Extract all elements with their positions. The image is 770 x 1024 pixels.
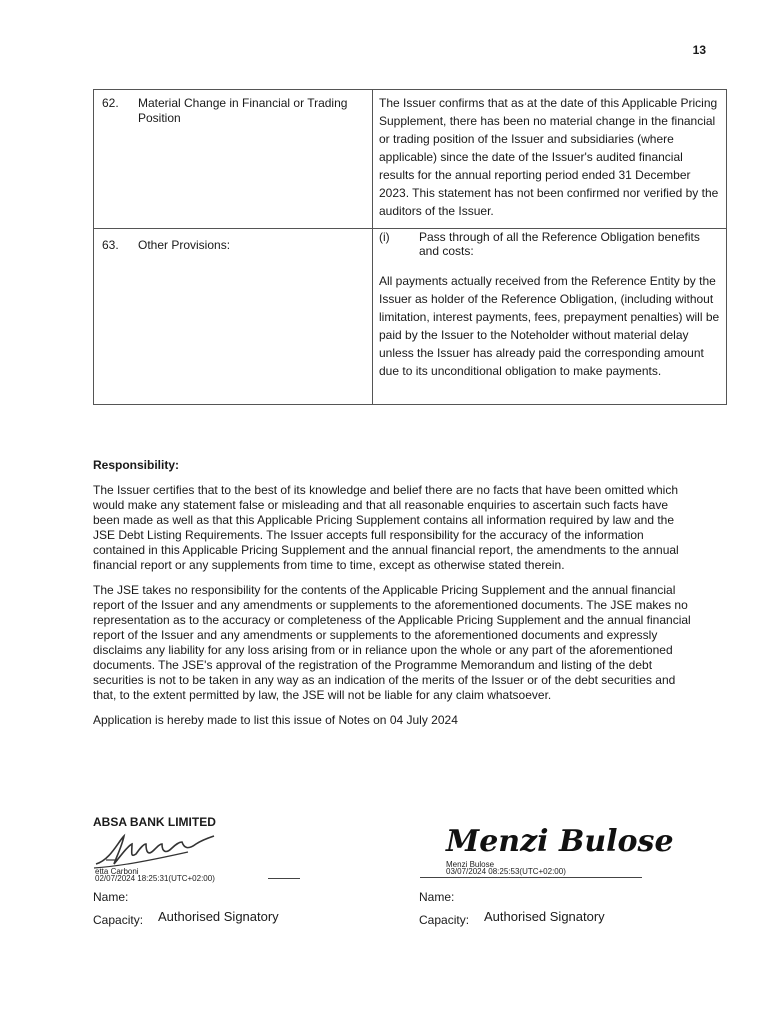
sub-provision bbox=[379, 230, 720, 258]
handwritten-signature: Menzi Bulose bbox=[446, 824, 674, 859]
signer-stamp: Menzi Bulose bbox=[446, 860, 495, 869]
application-statement: Application is hereby made to list this issue of Notes on 04 July 2024 bbox=[93, 713, 458, 727]
provision-label-cell bbox=[94, 229, 373, 405]
capacity-label: Capacity: bbox=[419, 913, 470, 927]
provision-number: 63. bbox=[102, 238, 119, 252]
table-row bbox=[94, 90, 727, 229]
responsibility-section bbox=[93, 458, 697, 738]
table-row bbox=[94, 229, 727, 405]
name-label: Name: bbox=[93, 890, 129, 904]
provisions-table bbox=[93, 89, 727, 405]
provision-number: 62. bbox=[102, 96, 119, 110]
signature-timestamp: 03/07/2024 08:25:53(UTC+02:00) bbox=[446, 867, 566, 876]
responsibility-heading: Responsibility: bbox=[93, 458, 180, 472]
signature-line bbox=[420, 877, 642, 878]
sub-provision-number: (i) bbox=[379, 230, 390, 244]
company-name: ABSA BANK LIMITED bbox=[93, 815, 216, 829]
responsibility-paragraph: The Issuer certifies that to the best of its knowledge and belief there are no facts that have been omitted which would make any statement false or misleading and that all reasonable enquiries to ascertain such facts have been made as well as that this Applicable Pricing Supplement contains all information required by law and the JSE Debt Listing Requirements. The Issuer accepts full responsibility for the accuracy of the information contained in this Applicable Pricing Supplement and the annual financial report, the amendments to the annual financial report or any supplements from time to time, except as otherwise stated therein. bbox=[93, 483, 679, 572]
provision-title: Material Change in Financial or Trading Position bbox=[138, 96, 348, 125]
sub-provision-title: Pass through of all the Reference Obligation benefits and costs: bbox=[419, 230, 700, 258]
provision-title: Other Provisions: bbox=[138, 238, 231, 252]
jse-disclaimer-paragraph: The JSE takes no responsibility for the contents of the Applicable Pricing Supplement and the annual financial report of the Issuer and any amendments or supplements to the aforementioned documents. The JSE makes no representation as to the accuracy or completeness of the Applicable Pricing Supplement and the annual financial report of the Issuer and any amendments or supplements to the aforementioned documents and expressly disclaims any liability for any loss arising from or in reliance upon the whole or any part of the aforementioned documents. The JSE's approval of the registration of the Programme Memorandum and listing of the debt securities is not to be taken in any way as an indication of the merits of the Issuer or of the debt securities and that, to the extent permitted by law, the JSE will not be liable for any claim whatsoever. bbox=[93, 583, 691, 702]
capacity-value: Authorised Signatory bbox=[484, 909, 605, 924]
page-number: 13 bbox=[692, 43, 706, 57]
signer-stamp: etta Carboni bbox=[95, 867, 139, 876]
signature-line bbox=[268, 878, 300, 879]
capacity-label: Capacity: bbox=[93, 913, 144, 927]
name-label: Name: bbox=[419, 890, 455, 904]
provision-label-cell bbox=[94, 90, 373, 229]
provision-text: All payments actually received from the Reference Entity by the Issuer as holder of the Reference Obligation, (including without limitation, interest payments, fees, prepayment penalties) will be paid by the Issuer to the Noteholder without material delay unless the Issuer has already paid the corresponding amount due to its unconditional obligation to make payments. bbox=[379, 274, 720, 378]
handwritten-signature bbox=[92, 830, 222, 870]
capacity-value: Authorised Signatory bbox=[158, 909, 279, 924]
signature-timestamp: 02/07/2024 18:25:31(UTC+02:00) bbox=[95, 874, 215, 883]
provision-text-cell bbox=[373, 90, 727, 229]
provision-text: The Issuer confirms that as at the date of this Applicable Pricing Supplement, there has been no material change in the financial or trading position of the Issuer and subsidiaries (where applicable) since the date of the Issuer's audited financial results for the annual reporting period ended 31 December 2023. This statement has not been confirmed nor verified by the auditors of the Issuer. bbox=[379, 96, 719, 218]
provision-text-cell bbox=[373, 229, 727, 405]
